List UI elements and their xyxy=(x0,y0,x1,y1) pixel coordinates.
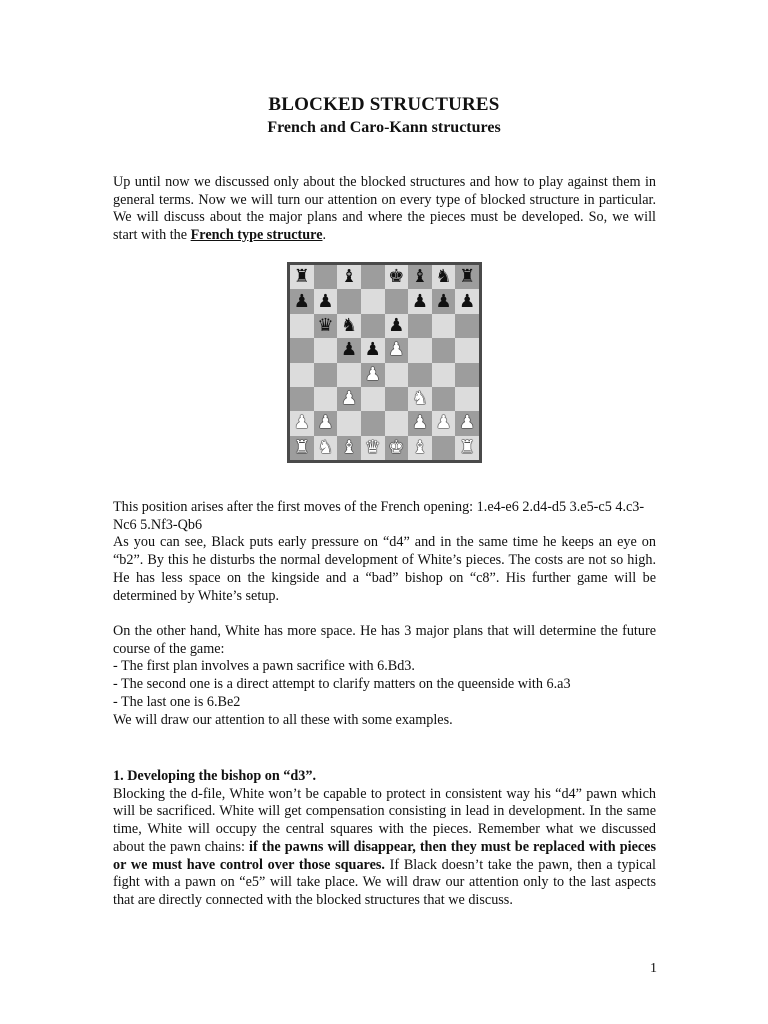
square-d3 xyxy=(361,387,385,411)
white-pawn-icon: ♟ xyxy=(317,412,334,434)
plans-outro: We will draw our attention to all these with some examples. xyxy=(113,711,453,728)
black-pawn-icon: ♟ xyxy=(317,290,334,312)
square-c1 xyxy=(337,436,361,460)
page-subtitle: French and Caro-Kann structures xyxy=(267,119,501,136)
square-c3 xyxy=(337,387,361,411)
black-king-icon: ♚ xyxy=(388,266,405,288)
black-pawn-icon: ♟ xyxy=(388,314,405,336)
black-pawn-icon: ♟ xyxy=(435,290,452,312)
square-g5 xyxy=(432,338,456,362)
white-pawn-icon: ♟ xyxy=(411,412,428,434)
intro-text: Up until now we discussed only about the blocked structures and how to play against them in general terms. Now we will turn our attention on every type of blocked structure in particular. We will discuss about the major plans and where the pieces must be developed. So, we will start with the xyxy=(113,174,656,244)
square-g3 xyxy=(432,387,456,411)
plan-item: - The first plan involves a pawn sacrifice with 6.Bd3. xyxy=(113,658,415,675)
square-b2 xyxy=(314,411,338,435)
square-f1 xyxy=(408,436,432,460)
black-bishop-icon: ♝ xyxy=(340,266,358,288)
square-c4 xyxy=(337,363,361,387)
french-structure-link[interactable]: French type structure xyxy=(190,227,323,244)
white-king-icon: ♚ xyxy=(388,436,405,458)
square-a7 xyxy=(290,289,314,313)
square-e7 xyxy=(385,289,409,313)
square-a4 xyxy=(290,363,314,387)
square-h3 xyxy=(455,387,479,411)
square-c5 xyxy=(337,338,361,362)
square-f4 xyxy=(408,363,432,387)
square-d6 xyxy=(361,314,385,338)
square-d8 xyxy=(361,265,385,289)
white-pawn-icon: ♟ xyxy=(388,339,405,361)
square-f7 xyxy=(408,289,432,313)
page-title: BLOCKED STRUCTURES xyxy=(268,94,500,115)
square-d2 xyxy=(361,411,385,435)
square-g4 xyxy=(432,363,456,387)
section-1-heading: 1. Developing the bishop on “d3”. xyxy=(113,768,317,784)
square-g1 xyxy=(432,436,456,460)
section-1-text-b: If Black doesn’t take the pawn, then a typical fight with a pawn on “e5” will take place. We will draw our attention only to the last aspects that are directly connected with the blocked structures that we discuss. xyxy=(113,856,656,908)
square-d1 xyxy=(361,436,385,460)
black-pawn-icon: ♟ xyxy=(364,339,381,361)
black-bishop-icon: ♝ xyxy=(411,266,428,288)
section-1-text-a: Blocking the d-file, White won’t be capable to protect in consistent way his “d4” pawn which will be sacrificed. White will get compensation consisting in lead in development. In the same time, White will occupy the central squares with the pieces. Remember what we discussed about the pawn chains: xyxy=(113,785,656,855)
square-e3 xyxy=(385,387,409,411)
black-pawn-icon: ♟ xyxy=(340,339,358,361)
square-h1 xyxy=(455,436,479,460)
black-rook-icon: ♜ xyxy=(459,266,476,288)
square-b1 xyxy=(314,436,338,460)
square-g7 xyxy=(432,289,456,313)
chess-diagram xyxy=(287,262,482,463)
plan-item: - The last one is 6.Be2 xyxy=(113,693,241,710)
square-h7 xyxy=(455,289,479,313)
square-b6 xyxy=(314,314,338,338)
black-rook-icon: ♜ xyxy=(293,266,310,288)
square-h5 xyxy=(455,338,479,362)
black-pawn-icon: ♟ xyxy=(293,290,310,312)
white-pawn-icon: ♟ xyxy=(293,412,310,434)
square-f2 xyxy=(408,411,432,435)
square-h6 xyxy=(455,314,479,338)
square-e8 xyxy=(385,265,409,289)
square-e6 xyxy=(385,314,409,338)
square-b8 xyxy=(314,265,338,289)
square-a3 xyxy=(290,387,314,411)
plans-paragraph xyxy=(113,623,656,729)
opening-paragraph xyxy=(113,499,656,605)
square-g8 xyxy=(432,265,456,289)
white-pawn-icon: ♟ xyxy=(435,412,452,434)
square-g6 xyxy=(432,314,456,338)
square-b4 xyxy=(314,363,338,387)
section-1-body xyxy=(113,786,656,910)
square-d5 xyxy=(361,338,385,362)
square-b5 xyxy=(314,338,338,362)
square-h8 xyxy=(455,265,479,289)
square-c8 xyxy=(337,265,361,289)
white-bishop-icon: ♝ xyxy=(340,436,358,458)
square-a2 xyxy=(290,411,314,435)
square-e2 xyxy=(385,411,409,435)
square-f3 xyxy=(408,387,432,411)
white-knight-icon: ♞ xyxy=(317,436,334,458)
black-pawn-icon: ♟ xyxy=(459,290,476,312)
black-knight-icon: ♞ xyxy=(435,266,452,288)
section-1-bold-text: if the pawns will disappear, then they must be replaced with pieces or we must have control over those squares. xyxy=(113,838,656,873)
white-rook-icon: ♜ xyxy=(459,436,476,458)
square-c7 xyxy=(337,289,361,313)
square-e1 xyxy=(385,436,409,460)
square-f6 xyxy=(408,314,432,338)
white-rook-icon: ♜ xyxy=(293,436,310,458)
plan-item: - The second one is a direct attempt to clarify matters on the queenside with 6.a3 xyxy=(113,676,571,693)
square-d4 xyxy=(361,363,385,387)
square-g2 xyxy=(432,411,456,435)
square-c6 xyxy=(337,314,361,338)
square-e5 xyxy=(385,338,409,362)
opening-moves: This position arises after the first moves of the French opening: 1.e4-e6 2.d4-d5 3.e5-c5 4.c3-Nc6 5.Nf3-Qb6 xyxy=(113,499,645,533)
opening-explanation: As you can see, Black puts early pressure on “d4” and in the same time he keeps an eye on “b2”. By this he disturbs the normal development of White’s pieces. The costs are not so high. He has less space on the kingside and a “bad” bishop on “c8”. His further game will be determined by White’s setup. xyxy=(113,534,656,604)
black-knight-icon: ♞ xyxy=(340,314,358,336)
square-h4 xyxy=(455,363,479,387)
plans-intro: On the other hand, White has more space. He has 3 major plans that will determine the future course of the game: xyxy=(113,623,656,657)
black-pawn-icon: ♟ xyxy=(411,290,428,312)
square-h2 xyxy=(455,411,479,435)
square-f8 xyxy=(408,265,432,289)
white-queen-icon: ♛ xyxy=(364,436,381,458)
white-pawn-icon: ♟ xyxy=(364,363,381,385)
square-b3 xyxy=(314,387,338,411)
white-pawn-icon: ♟ xyxy=(459,412,476,434)
square-c2 xyxy=(337,411,361,435)
square-a5 xyxy=(290,338,314,362)
black-queen-icon: ♛ xyxy=(317,314,334,336)
square-a1 xyxy=(290,436,314,460)
intro-end: . xyxy=(322,227,327,244)
white-bishop-icon: ♝ xyxy=(411,436,428,458)
square-a6 xyxy=(290,314,314,338)
section-1 xyxy=(113,768,656,910)
page-number: 1 xyxy=(650,961,657,976)
white-pawn-icon: ♟ xyxy=(340,388,358,410)
square-e4 xyxy=(385,363,409,387)
square-a8 xyxy=(290,265,314,289)
square-b7 xyxy=(314,289,338,313)
white-knight-icon: ♞ xyxy=(411,388,428,410)
square-f5 xyxy=(408,338,432,362)
square-d7 xyxy=(361,289,385,313)
intro-paragraph xyxy=(113,174,656,245)
chess-board xyxy=(290,265,479,460)
